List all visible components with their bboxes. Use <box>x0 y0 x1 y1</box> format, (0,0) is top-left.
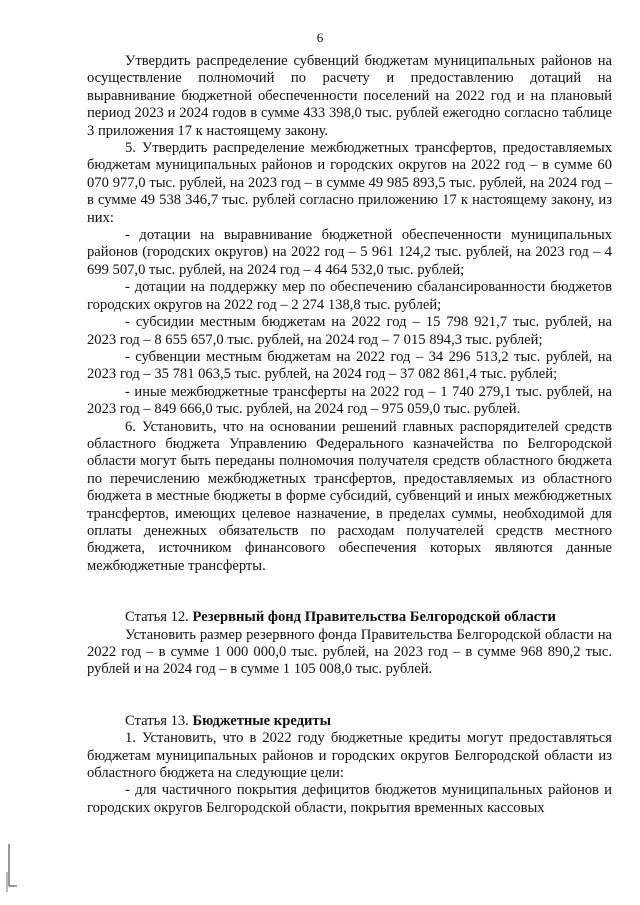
article-12-text: Установить размер резервного фонда Правительства Белгородской области на 2022 год – в сумме 1 000 000,0 тыс. рублей, на 2023 год – в сумме 968 890,2 тыс. рублей и на 2024 год – в сумме 1 105 008,0 тыс. рублей. <box>87 626 612 678</box>
list-item-subsidies: - субсидии местным бюджетам на 2022 год – 15 798 921,7 тыс. рублей, на 2023 год – 8 655 657,0 тыс. рублей, на 2024 год – 7 015 894,3 тыс. рублей; <box>87 314 612 348</box>
paragraph-subventions-distribution: Утвердить распределение субвенций бюджетам муниципальных районов на осуществление полномочий по расчету и предоставлению дотаций на выравнивание бюджетной обеспеченности поселений на 2022 год и на плановый период 2023 и 2024 годов в сумме 433 398,0 тыс. рублей ежегодно согласно таблице 3 приложения 17 к настоящему закону. <box>87 53 612 139</box>
article-13-heading <box>87 713 612 730</box>
list-item-subventions: - субвенции местным бюджетам на 2022 год – 34 296 513,2 тыс. рублей, на 2023 год – 35 781 063,5 тыс. рублей, на 2024 год – 37 082 861,4 тыс. рублей; <box>87 348 612 383</box>
article-12-heading <box>87 609 612 626</box>
list-item-other-transfers: - иные межбюджетные трансферты на 2022 год – 1 740 279,1 тыс. рублей, на 2023 год – 849 666,0 тыс. рублей, на 2024 год – 975 059,0 тыс. рублей. <box>87 383 612 418</box>
margin-scan-mark <box>5 842 19 894</box>
list-item-balance-grants: - дотации на поддержку мер по обеспечению сбалансированности бюджетов городских округов на 2022 год – 2 274 138,8 тыс. рублей; <box>87 279 612 313</box>
section-gap <box>87 575 612 609</box>
paragraph-6-treasury-powers: 6. Установить, что на основании решений главных распорядителей средств областного бюджета Управлению Федерального казначейства по Белгородской области могут быть переданы полномочия получателя средств областного бюджета по перечислению межбюджетных трансфертов, предоставляемых из областного бюджета в местные бюджеты в форме субсидий, субвенций и иных межбюджетных трансфертов, имеющих целевое назначение, в пределах суммы, необходимой для оплаты денежных обязательств по расходам получателей средств местного бюджета, источником финансового обеспечения которых являются данные межбюджетные трансферты. <box>87 418 612 574</box>
article-13-list-item-deficit: - для частичного покрытия дефицитов бюджетов муниципальных районов и городских округов Белгородской области, покрытия временных кассовых <box>87 782 612 816</box>
article-13-title: Бюджетные кредиты <box>192 712 331 729</box>
paragraph-5-transfers: 5. Утвердить распределение межбюджетных трансфертов, предоставляемых бюджетам муниципальных районов и городских округов на 2022 год – в сумме 60 070 977,0 тыс. рублей, на 2023 год – в сумме 49 985 893,5 тыс. рублей, на 2024 год – в сумме 49 538 346,7 тыс. рублей согласно приложению 17 к настоящему закону, из них: <box>87 140 612 226</box>
document-body <box>87 53 612 817</box>
article-13-prefix: Статья 13. <box>125 712 193 729</box>
section-gap <box>87 679 612 713</box>
article-13-paragraph-1: 1. Установить, что в 2022 году бюджетные кредиты могут предоставляться бюджетам муниципальных районов и городских округов Белгородской области из областного бюджета на следующие цели: <box>87 730 612 782</box>
article-12-prefix: Статья 12. <box>125 609 193 626</box>
article-12-title: Резервный фонд Правительства Белгородской области <box>192 609 556 626</box>
list-item-equalization-grants: - дотации на выравнивание бюджетной обеспеченности муниципальных районов (городских округов) на 2022 год – 5 961 124,2 тыс. рублей, на 2023 год – 4 699 507,0 тыс. рублей, на 2024 год – 4 464 532,0 тыс. рублей; <box>87 227 612 278</box>
page-number: 6 <box>316 30 324 45</box>
